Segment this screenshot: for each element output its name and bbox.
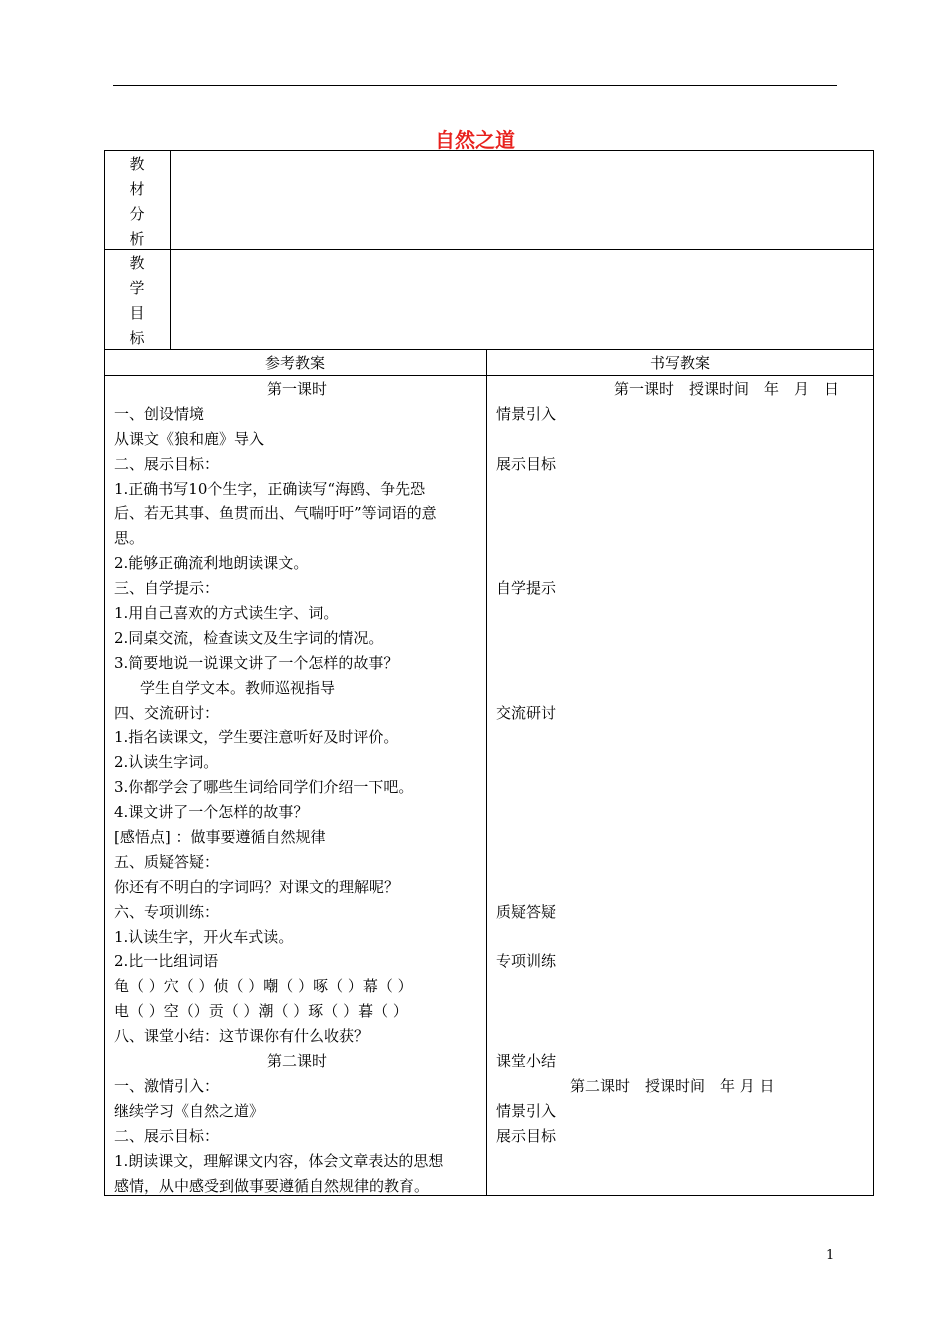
page-number: 1 <box>826 1248 835 1263</box>
list-item <box>496 825 868 850</box>
list-item: 展示目标 <box>496 1126 557 1145</box>
list-item: 4.课文讲了一个怎样的故事？ <box>114 803 309 822</box>
list-item: 专项训练 <box>496 952 557 971</box>
list-item: 课堂小结 <box>496 1052 557 1071</box>
list-item: 1.指名读课文，学生要注意听好及时评价。 <box>114 728 399 747</box>
list-item: 二、展示目标： <box>114 454 220 473</box>
list-item: 四、交流研讨： <box>114 703 220 722</box>
reference-plan-body <box>114 377 480 1198</box>
list-item <box>496 626 868 651</box>
list-item: 二、展示目标： <box>114 1126 220 1145</box>
list-item: 一、激情引入： <box>114 1076 220 1095</box>
list-item <box>496 551 868 576</box>
list-item <box>496 974 868 999</box>
list-item <box>496 676 868 701</box>
list-item: 你还有不明白的字词吗？对课文的理解呢？ <box>114 877 400 896</box>
list-item: 交流研讨 <box>496 703 557 722</box>
row-divider <box>104 349 874 350</box>
list-item <box>496 775 868 800</box>
list-item: 情景引入 <box>496 404 557 423</box>
lesson-two-time: 第二课时 授课时间 年 月 日 <box>570 1076 775 1095</box>
list-item <box>496 800 868 825</box>
list-item: 1.用自己喜欢的方式读生字、词。 <box>114 604 339 623</box>
reference-plan-header: 参考教案 <box>264 354 325 372</box>
list-item: 六、专项训练： <box>114 902 220 921</box>
list-item: 自学提示 <box>496 579 557 598</box>
list-item: 学生自学文本。教师巡视指导 <box>140 678 336 697</box>
list-item: 2.比一比组词语 <box>114 952 219 971</box>
list-item: 电（ ）空（）贡（ ）潮（ ）琢（ ）暮（ ） <box>114 1002 408 1021</box>
lesson-one-heading: 第一课时 <box>266 380 327 398</box>
list-item <box>496 999 868 1024</box>
list-item: 1.正确书写10个生字，正确读写“海鸥、争先恐 <box>114 479 426 498</box>
list-item: 龟（ ）穴（ ）侦（ ）嘲（ ）啄（ ）幕（ ） <box>114 977 413 996</box>
header-rule <box>113 85 837 86</box>
analysis-label: 教 材 分 析 <box>129 155 145 248</box>
list-item: 感情，从中感受到做事要遵循自然规律的教育。 <box>114 1176 430 1195</box>
goals-label: 教 学 目 标 <box>129 254 145 347</box>
list-item: 3.你都学会了哪些生词给同学们介绍一下吧。 <box>114 778 414 797</box>
list-item: 质疑答疑 <box>496 902 557 921</box>
list-item: 三、自学提示： <box>114 579 220 598</box>
list-item: 3.简要地说一说课文讲了一个怎样的故事？ <box>114 653 399 672</box>
list-item <box>496 925 868 950</box>
written-plan-body <box>496 377 868 1149</box>
list-item <box>496 477 868 502</box>
written-plan-header: 书写教案 <box>649 354 710 372</box>
list-item: 展示目标 <box>496 454 557 473</box>
row-divider <box>104 375 874 376</box>
list-item: 从课文《狼和鹿》导入 <box>114 429 265 448</box>
list-item: 八、课堂小结：这节课你有什么收获？ <box>114 1027 370 1046</box>
list-item <box>496 875 868 900</box>
list-item: 1.认读生字，开火车式读。 <box>114 927 294 946</box>
list-item: 后、若无其事、鱼贯而出、气喘吁吁”等词语的意 <box>114 504 437 523</box>
list-item: 1.朗读课文，理解课文内容，体会文章表达的思想 <box>114 1151 444 1170</box>
list-item: 情景引入 <box>496 1101 557 1120</box>
list-item <box>496 850 868 875</box>
list-item <box>496 501 868 526</box>
list-item: 继续学习《自然之道》 <box>114 1101 265 1120</box>
list-item: 2.能够正确流利地朗读课文。 <box>114 554 309 573</box>
list-item <box>496 526 868 551</box>
column-divider <box>486 349 487 1196</box>
lesson-two-heading: 第二课时 <box>266 1052 327 1071</box>
list-item <box>496 750 868 775</box>
row-divider <box>104 249 874 250</box>
list-item: 2.同桌交流，检查读文及生字词的情况。 <box>114 628 384 647</box>
list-item <box>496 601 868 626</box>
list-item <box>496 651 868 676</box>
list-item <box>496 725 868 750</box>
list-item: 五、质疑答疑： <box>114 852 220 871</box>
document-title: 自然之道 <box>435 128 515 152</box>
list-item: 思。 <box>114 529 145 548</box>
list-item: 一、创设情境 <box>114 404 205 423</box>
list-item <box>496 1024 868 1049</box>
label-column-divider <box>170 150 171 349</box>
list-item: [感悟点] ：做事要遵循自然规律 <box>114 828 326 847</box>
list-item <box>496 427 868 452</box>
list-item: 2.认读生字词。 <box>114 753 219 772</box>
lesson-one-time: 第一课时 授课时间 年 月 日 <box>614 380 840 398</box>
